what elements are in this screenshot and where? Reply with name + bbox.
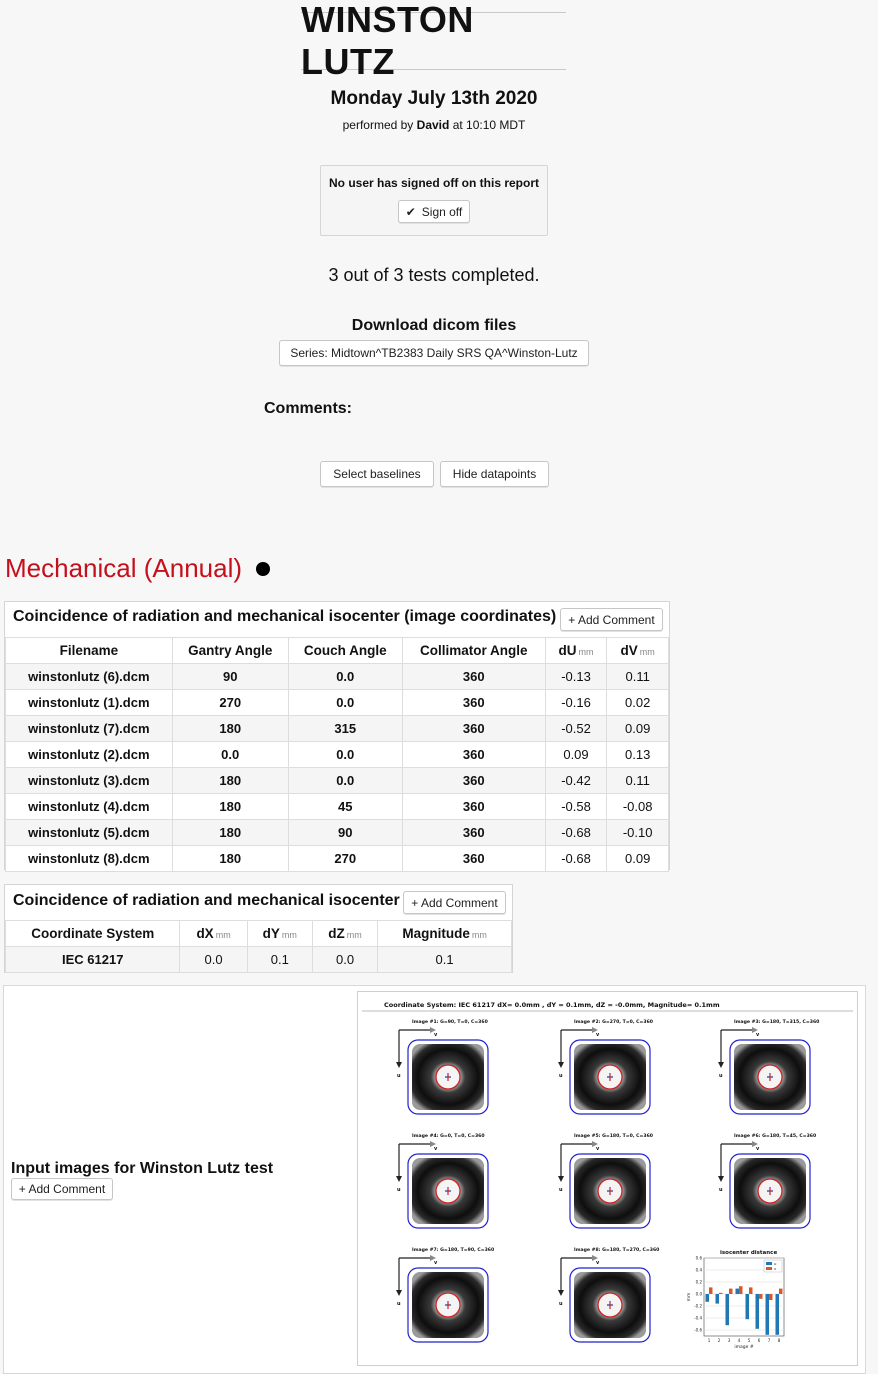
table-row [6, 664, 669, 690]
table-cell: -0.42 [545, 768, 607, 794]
axis-v-label: v [756, 1032, 760, 1038]
table-row [6, 846, 669, 872]
table-cell: 360 [402, 820, 545, 846]
image-panel [558, 1133, 653, 1228]
bar-v [759, 1294, 763, 1299]
bar-u [706, 1294, 710, 1302]
table-row [6, 794, 669, 820]
table-cell: 0.09 [607, 716, 669, 742]
report-date: Monday July 13th 2020 [330, 88, 538, 109]
signoff-message: No user has signed off on this report [328, 176, 540, 190]
table-row [6, 690, 669, 716]
check-icon: ✔ [405, 204, 416, 219]
hide-datapoints-button[interactable]: Hide datapoints [440, 461, 549, 487]
legend-label: v [774, 1266, 777, 1271]
table-cell: winstonlutz (2).dcm [6, 742, 173, 768]
du-unit: mm [578, 647, 594, 657]
table-cell: 0.09 [607, 846, 669, 872]
table-cell: 360 [402, 794, 545, 820]
x-tick-label: 6 [757, 1338, 761, 1343]
col-magnitude[interactable] [378, 921, 512, 947]
table-cell: 0.11 [607, 768, 669, 794]
table-cell: 360 [402, 664, 545, 690]
axis-u-label: u [559, 1073, 563, 1079]
dy-unit: mm [281, 930, 297, 940]
table-cell: 45 [288, 794, 402, 820]
x-tick-label: 4 [737, 1338, 741, 1343]
table-cell: 0.0 [172, 742, 288, 768]
table-cell: -0.52 [545, 716, 607, 742]
table-cell: -0.08 [607, 794, 669, 820]
select-baselines-button[interactable]: Select baselines [320, 461, 434, 487]
table-row [6, 947, 512, 973]
table-cell: -0.68 [545, 820, 607, 846]
winston-lutz-figure-svg [358, 992, 857, 1365]
image-panel-title: Image #1: G=90, T=0, C=360 [412, 1020, 488, 1025]
table-cell: 0.0 [288, 742, 402, 768]
axis-u-label: u [559, 1301, 563, 1307]
x-tick-label: 3 [727, 1338, 731, 1343]
add-comment-button[interactable]: + Add Comment [11, 1178, 113, 1200]
image-panel [396, 1247, 494, 1342]
isocenter-coincidence-table [5, 920, 512, 973]
x-tick-label: 8 [777, 1338, 781, 1343]
col-dy[interactable] [247, 921, 312, 947]
magnitude-label: Magnitude [402, 926, 470, 941]
axis-v-label: v [596, 1032, 600, 1038]
bar-u [736, 1289, 740, 1294]
bar-u [746, 1294, 750, 1319]
sign-off-button[interactable] [398, 200, 470, 223]
table-cell: 180 [172, 794, 288, 820]
bar-v [709, 1287, 713, 1294]
col-du[interactable] [545, 638, 607, 664]
x-tick-label: 5 [747, 1338, 751, 1343]
table-cell: 315 [288, 716, 402, 742]
col-dx[interactable] [180, 921, 247, 947]
table-cell: winstonlutz (3).dcm [6, 768, 173, 794]
table-cell: winstonlutz (7).dcm [6, 716, 173, 742]
table-cell: -0.10 [607, 820, 669, 846]
axis-v-label: v [756, 1146, 760, 1152]
performed-prefix: performed by [342, 118, 414, 132]
isocenter-image-coords-panel [4, 601, 670, 870]
axis-v-label: v [434, 1260, 438, 1266]
legend-swatch [766, 1267, 772, 1270]
axis-u-label: u [719, 1187, 723, 1193]
image-panel [718, 1019, 819, 1114]
axis-u-label: u [559, 1187, 563, 1193]
image-panel-title: Image #8: G=180, T=270, C=360 [574, 1248, 660, 1253]
section-header [5, 553, 270, 584]
table-cell: 0.09 [545, 742, 607, 768]
table-cell: 0.0 [312, 947, 377, 973]
table-cell: 360 [402, 846, 545, 872]
performer-name: David [416, 118, 450, 132]
image-panel-title: Image #7: G=180, T=90, C=360 [412, 1248, 495, 1253]
chart-title: isocenter distance [720, 1250, 778, 1256]
table-cell: 0.0 [288, 664, 402, 690]
axis-v-label: v [434, 1032, 438, 1038]
table-row [6, 820, 669, 846]
image-panel-title: Image #6: G=180, T=45, C=360 [734, 1134, 817, 1139]
col-dv[interactable] [607, 638, 669, 664]
table-cell: 270 [288, 846, 402, 872]
table-cell: 0.0 [288, 690, 402, 716]
dv-unit: mm [639, 647, 655, 657]
table-cell: winstonlutz (8).dcm [6, 846, 173, 872]
y-tick-label: -0.4 [694, 1315, 702, 1321]
figure-title: Coordinate System: IEC 61217 dX= 0.0mm , dY = 0.1mm, dZ = -0.0mm, Magnitude= 0.1mm [384, 1001, 720, 1009]
add-comment-button[interactable]: + Add Comment [403, 891, 506, 914]
table-cell: 0.02 [607, 690, 669, 716]
table-cell: -0.16 [545, 690, 607, 716]
y-tick-label: -0.2 [694, 1303, 702, 1309]
bar-u [756, 1294, 760, 1329]
col-coordinate-system[interactable]: Coordinate System [6, 921, 180, 947]
signoff-panel [320, 165, 548, 236]
comments-label: Comments: [264, 400, 353, 417]
axis-u-label: u [397, 1073, 401, 1079]
add-comment-button[interactable]: + Add Comment [560, 608, 663, 631]
bar-u [716, 1294, 720, 1304]
col-collimator-angle[interactable]: Collimator Angle [402, 638, 545, 664]
isocenter-coincidence-panel [4, 884, 513, 973]
bar-v [749, 1287, 753, 1294]
table-cell: 180 [172, 768, 288, 794]
input-images-label: Input images for Winston Lutz test [11, 1160, 274, 1177]
title-box [301, 0, 566, 82]
sign-off-label: Sign off [421, 204, 463, 219]
dv-label: dV [620, 643, 638, 658]
table-cell: 0.13 [607, 742, 669, 768]
table-cell: 360 [402, 716, 545, 742]
bar-v [729, 1289, 733, 1294]
table-cell: 180 [172, 716, 288, 742]
table-row [6, 716, 669, 742]
axis-v-label: v [596, 1260, 600, 1266]
table-cell: winstonlutz (4).dcm [6, 794, 173, 820]
col-couch-angle[interactable]: Couch Angle [288, 638, 402, 664]
bar-u [776, 1294, 780, 1335]
chart-ylabel: mm [687, 1292, 692, 1302]
table-cell: 0.11 [607, 664, 669, 690]
table-cell: -0.68 [545, 846, 607, 872]
x-tick-label: 2 [717, 1338, 721, 1343]
table-cell: 360 [402, 742, 545, 768]
col-gantry-angle[interactable]: Gantry Angle [172, 638, 288, 664]
dz-unit: mm [346, 930, 362, 940]
legend-label: u [774, 1261, 777, 1266]
table-cell: winstonlutz (6).dcm [6, 664, 173, 690]
y-tick-label: 0.4 [695, 1267, 702, 1273]
table-cell: 0.0 [288, 768, 402, 794]
col-dz[interactable] [312, 921, 377, 947]
table-cell: 90 [172, 664, 288, 690]
performed-time: at 10:10 MDT [452, 118, 526, 132]
y-tick-label: 0.6 [695, 1255, 702, 1261]
axis-v-label: v [434, 1146, 438, 1152]
section-title: Mechanical (Annual) [5, 553, 243, 583]
table-row [6, 742, 669, 768]
y-tick-label: -0.6 [694, 1327, 702, 1333]
bar-v [769, 1294, 773, 1300]
image-panel [558, 1019, 653, 1114]
axis-u-label: u [397, 1187, 401, 1193]
image-panel-title: Image #2: G=270, T=0, C=360 [574, 1020, 653, 1025]
table-header-row [6, 921, 512, 947]
magnitude-unit: mm [471, 930, 487, 940]
image-panel-title: Image #3: G=180, T=315, C=360 [734, 1020, 820, 1025]
table-cell: 90 [288, 820, 402, 846]
table-cell: 0.0 [180, 947, 247, 973]
image-panel [396, 1133, 488, 1228]
du-label: dU [558, 643, 577, 658]
page-title: WINSTON LUTZ [301, 0, 474, 82]
table-cell: 180 [172, 820, 288, 846]
table2-title: Coincidence of radiation and mechanical isocenter [13, 892, 400, 909]
bar-u [726, 1294, 730, 1325]
isocenter-image-coords-table [5, 637, 669, 872]
table-cell: -0.13 [545, 664, 607, 690]
download-series-button[interactable]: Series: Midtown^TB2383 Daily SRS QA^Winston-Lutz [279, 340, 589, 366]
image-panel-title: Image #5: G=180, T=0, C=360 [574, 1134, 653, 1139]
table-cell: IEC 61217 [6, 947, 180, 973]
dy-label: dY [262, 926, 280, 941]
table-row [6, 768, 669, 794]
performed-by [0, 118, 868, 132]
table-header-row [6, 638, 669, 664]
image-panel [718, 1133, 816, 1228]
chart-legend [764, 1260, 782, 1272]
dz-label: dZ [328, 926, 345, 941]
table-cell: -0.58 [545, 794, 607, 820]
x-tick-label: 1 [707, 1338, 711, 1343]
bar-u [766, 1294, 770, 1335]
status-dot-icon [256, 562, 270, 576]
bar-v [739, 1286, 743, 1294]
bar-v [719, 1293, 723, 1294]
table-cell: 270 [172, 690, 288, 716]
dx-unit: mm [215, 930, 231, 940]
bar-v [779, 1289, 783, 1294]
table-cell: 0.1 [378, 947, 512, 973]
table-cell: 0.1 [247, 947, 312, 973]
x-tick-label: 7 [767, 1338, 771, 1343]
axis-u-label: u [397, 1301, 401, 1307]
axis-v-label: v [596, 1146, 600, 1152]
axis-u-label: u [719, 1073, 723, 1079]
table-cell: winstonlutz (1).dcm [6, 690, 173, 716]
table-cell: 360 [402, 768, 545, 794]
table-cell: winstonlutz (5).dcm [6, 820, 173, 846]
table1-title: Coincidence of radiation and mechanical isocenter (image coordinates) [13, 608, 557, 625]
image-panel [396, 1019, 488, 1114]
y-tick-label: 0.2 [695, 1279, 702, 1285]
image-panel [558, 1247, 659, 1342]
dx-label: dX [196, 926, 214, 941]
table-cell: 180 [172, 846, 288, 872]
download-title: Download dicom files [351, 317, 517, 334]
chart-xlabel: image # [734, 1345, 754, 1350]
winston-lutz-figure[interactable] [357, 991, 858, 1366]
table-cell: 360 [402, 690, 545, 716]
legend-swatch [766, 1262, 772, 1265]
y-tick-label: 0.0 [695, 1291, 702, 1297]
col-filename[interactable]: Filename [6, 638, 173, 664]
tests-completed-status: 3 out of 3 tests completed. [328, 265, 540, 285]
image-panel-title: Image #4: G=0, T=0, C=360 [412, 1134, 485, 1139]
